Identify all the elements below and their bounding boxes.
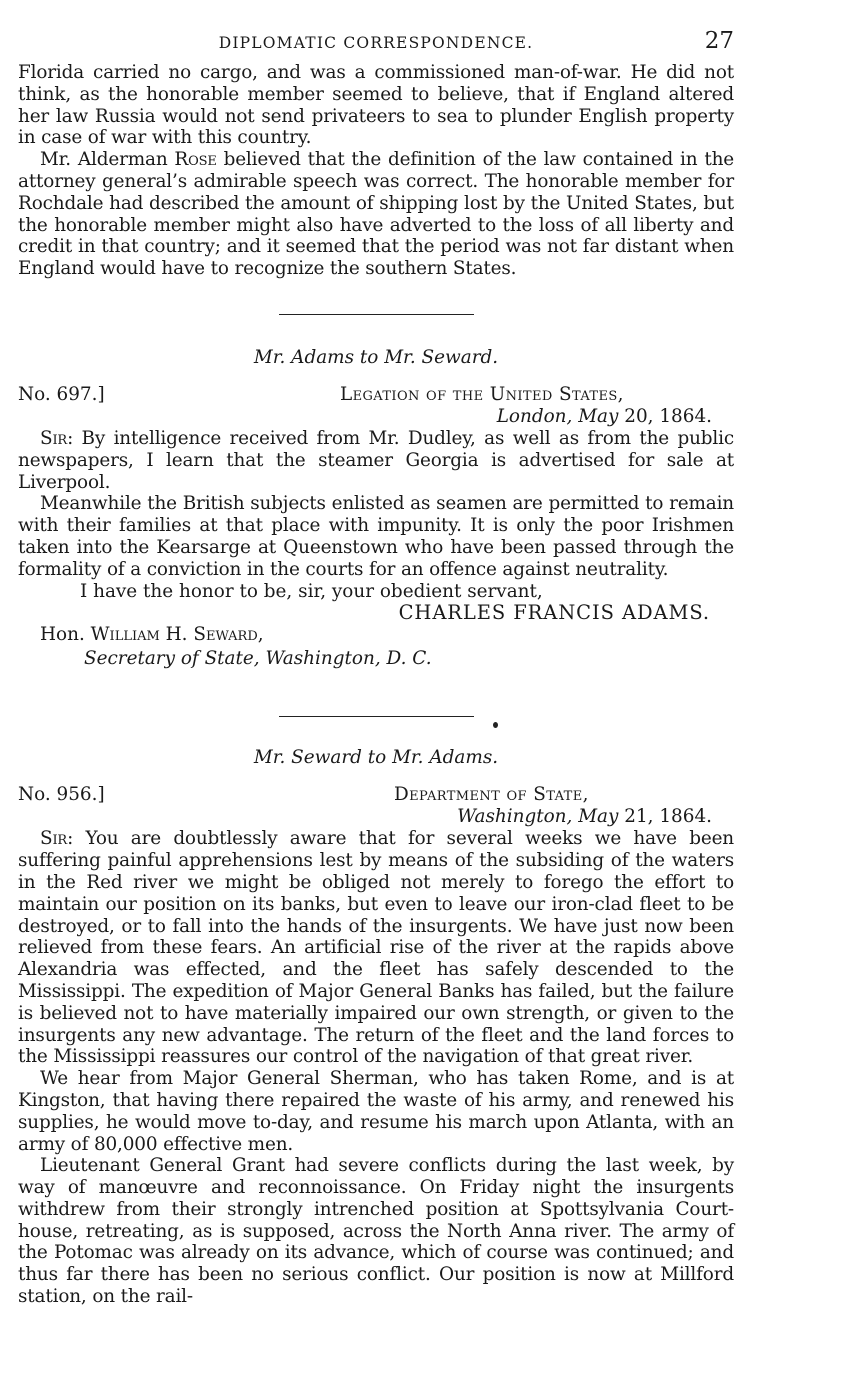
paragraph-text: : By intelligence received from Mr. Dudley, as well as from the public newspapers, I learn that the steamer Georgia is advertised for sale at Liverpool. <box>18 427 734 493</box>
letter-paragraph: Lieutenant General Grant had severe conflicts during the last week, by way of manœuvre and reconnoissance. On Friday night the insurgents withdrew from their strongly intrenched position at Spottsylvania Court-house, retreating, as is supposed, across the North Anna river. The army of the Potomac was already on its advance, which of course was continued; and thus far there has been no serious conflict. Our position is now at Millford station, on the rail- <box>18 1155 734 1308</box>
section-divider <box>279 314 474 315</box>
page-number: 27 <box>704 28 734 54</box>
letter-heading: Mr. Adams to Mr. Seward. <box>253 346 499 368</box>
dispatch-number: No. 956.] <box>18 784 105 806</box>
paragraph-text: : You are doubtlessly aware that for several weeks we have been suffering painful apprehensions lest by means of the subsiding of the waters in the Red river we might be obliged not merely to forego the effort to maintain our position on its banks, but even to leave our iron-clad fleet to be destroyed, or to fall into the hands of the insurgents. We have just now been relieved from these fears. An artificial rise of the river at the rapids above Alexandria was effected, and the fleet has safely descended to the Mississippi. The expedition of Major General Banks has failed, but the failure is believed not to have materially impaired our own strength, or given to the insurgents any new advantage. The return of the fleet and the land forces to the Mississippi reassures our control of the navigation of that great river. <box>18 828 734 1068</box>
dispatch-office: Legation of the United States, <box>340 383 624 405</box>
paragraph-text: believed that the definition of the law contained in the attorney general’s admirable speech was correct. The honorable member for Rochdale had described the amount of shipping lost by the United States, but the honorable member might also have adverted to the loss of all liberty and credit in that country; and it seemed that the period was not far distant when England would have to recognize the southern States. <box>18 149 735 280</box>
salutation: Sir <box>40 427 68 449</box>
dispatch-office: Department of State, <box>394 784 589 806</box>
section-divider <box>279 716 474 717</box>
signature: CHARLES FRANCIS ADAMS. <box>398 601 710 625</box>
letter-paragraph: Meanwhile the British subjects enlisted as seamen are permitted to remain with their families at that place with impunity. It is only the poor Irishmen taken into the Kearsarge at Queenstown who have been passed through the formality of a conviction in the courts for an offence against neutrality. <box>18 493 734 580</box>
document-page <box>18 28 734 1308</box>
dispatch-date: 20, 1864. <box>618 405 712 427</box>
print-speck <box>493 722 498 728</box>
continuation-paragraph-2 <box>18 149 734 280</box>
dispatch-date: 21, 1864. <box>618 806 712 828</box>
continuation-paragraph-1: Florida carried no cargo, and was a commissioned man-of-war. He did not think, as the honorable member seemed to believe, that if England altered her law Russia would not send privateers to sea to plunder English property in case of war with this country. <box>18 62 734 149</box>
dispatch-place: Washington, May <box>457 806 619 828</box>
dispatch-header <box>18 384 734 428</box>
paragraph-prefix: Mr. Alderman <box>40 149 175 171</box>
addressee-prefix: Hon. <box>40 624 91 646</box>
dispatch-header <box>18 784 734 828</box>
dispatch-number: No. 697.] <box>18 383 105 405</box>
running-title: DIPLOMATIC CORRESPONDENCE. <box>218 34 534 52</box>
letter-paragraph: We hear from Major General Sherman, who has taken Rome, and is at Kingston, that having there repaired the waste of his army, and renewed his supplies, he would move to-day, and resume his march upon Atlanta, with an army of 80,000 effective men. <box>18 1068 734 1155</box>
letter-heading: Mr. Seward to Mr. Adams. <box>253 747 499 769</box>
salutation: Sir <box>40 828 68 850</box>
member-name: Rose <box>174 149 217 171</box>
letter-paragraph <box>18 428 734 493</box>
dispatch-place-date <box>457 806 712 828</box>
dispatch-place-date <box>497 406 712 428</box>
addressee <box>18 624 734 670</box>
running-head <box>18 28 734 62</box>
addressee-name: William H. Seward, <box>90 624 264 646</box>
closing-line: I have the honor to be, sir, your obedient servant, <box>80 580 543 602</box>
letter-paragraph <box>18 828 734 1068</box>
addressee-title: Secretary of State, Washington, D. C. <box>84 648 432 670</box>
dispatch-place: London, May <box>496 405 619 427</box>
